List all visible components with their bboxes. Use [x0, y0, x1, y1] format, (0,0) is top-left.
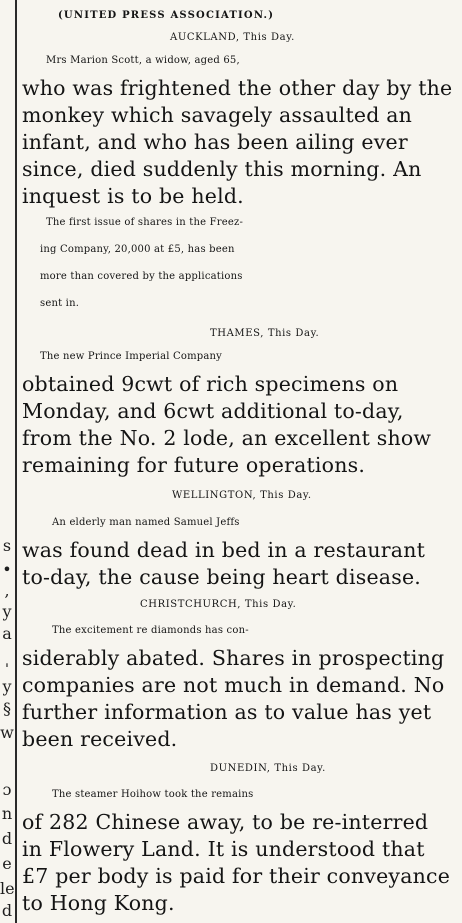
article-line: infant, and who has been ailing ever [22, 130, 408, 154]
article-line: The steamer Hoihow took the remains [52, 789, 254, 800]
gutter-mark: w [0, 723, 14, 742]
gutter-mark: n [1, 804, 13, 823]
dateline-date: This Day. [274, 763, 326, 774]
article-line: The first issue of shares in the Freez- [46, 217, 244, 228]
article-line: The new Prince Imperial Company [40, 351, 223, 362]
dateline-date: This Day. [267, 328, 320, 339]
article-line: further information as to value has yet [22, 700, 432, 724]
article-line: inquest is to be held. [22, 184, 244, 208]
adjacent-column-fragment [0, 0, 14, 923]
gutter-mark: § [3, 699, 11, 718]
dateline-date: This Day. [260, 490, 312, 501]
article-line: £7 per body is paid for their conveyance [22, 864, 451, 888]
dateline-place: THAMES, [210, 328, 265, 339]
article-line: The excitement re diamonds has con- [52, 625, 249, 636]
article-line: ing Company, 20,000 at £5, has been [40, 244, 235, 255]
article-line: was found dead in bed in a restaurant [22, 538, 426, 562]
article-line: from the No. 2 lode, an excellent show [22, 426, 432, 450]
article-line: An elderly man named Samuel Jeffs [52, 517, 240, 528]
gutter-mark: • [2, 560, 12, 579]
dateline-place: CHRISTCHURCH, [140, 599, 242, 610]
article-line: of 282 Chinese away, to be re-interred [22, 810, 429, 834]
article-line: to-day, the cause being heart disease. [22, 565, 421, 589]
dateline-place: AUCKLAND, [170, 32, 240, 43]
article-line: to Hong Kong. [22, 891, 175, 915]
article-line: siderably abated. Shares in prospecting [22, 646, 445, 670]
article-line: remaining for future operations. [22, 453, 366, 477]
dateline-place: WELLINGTON, [172, 490, 257, 501]
gutter-mark: s [2, 536, 12, 555]
gutter-mark: y [2, 602, 12, 621]
dateline-wellington [172, 483, 462, 509]
article-line: sent in. [40, 298, 80, 309]
gutter-mark: ˌ [4, 650, 10, 669]
article-line: who was frightened the other day by the [22, 76, 453, 100]
gutter-mark: e [2, 854, 12, 873]
gutter-mark: y [2, 677, 12, 696]
dateline-dunedin [210, 756, 462, 782]
gutter-mark: , [4, 581, 10, 600]
article-line: since, died suddenly this morning. An [22, 157, 422, 181]
article-line: Mrs Marion Scott, a widow, aged 65, [46, 55, 240, 66]
article-line: Monday, and 6cwt additional to-day, [22, 399, 404, 423]
article-line: more than covered by the applications [40, 271, 243, 282]
article-line: companies are not much in demand. No [22, 673, 445, 697]
gutter-mark: le [0, 879, 15, 898]
column-rule [15, 0, 17, 923]
article-line: monkey which savagely assaulted an [22, 103, 413, 127]
article-line: been received. [22, 727, 178, 751]
article-line: obtained 9cwt of rich specimens on [22, 372, 399, 396]
dateline-place: DUNEDIN, [210, 763, 271, 774]
article-line: in Flowery Land. It is understood that [22, 837, 425, 861]
press-association-header: (UNITED PRESS ASSOCIATION.) [58, 10, 275, 21]
gutter-mark: d [1, 829, 13, 848]
gutter-mark: ɔ [2, 780, 12, 799]
dateline-date: This Day. [244, 599, 297, 610]
dateline-christchurch [140, 592, 462, 618]
gutter-mark: a [2, 624, 12, 643]
gutter-mark: d [1, 901, 13, 920]
dateline-date: This Day. [243, 32, 295, 43]
